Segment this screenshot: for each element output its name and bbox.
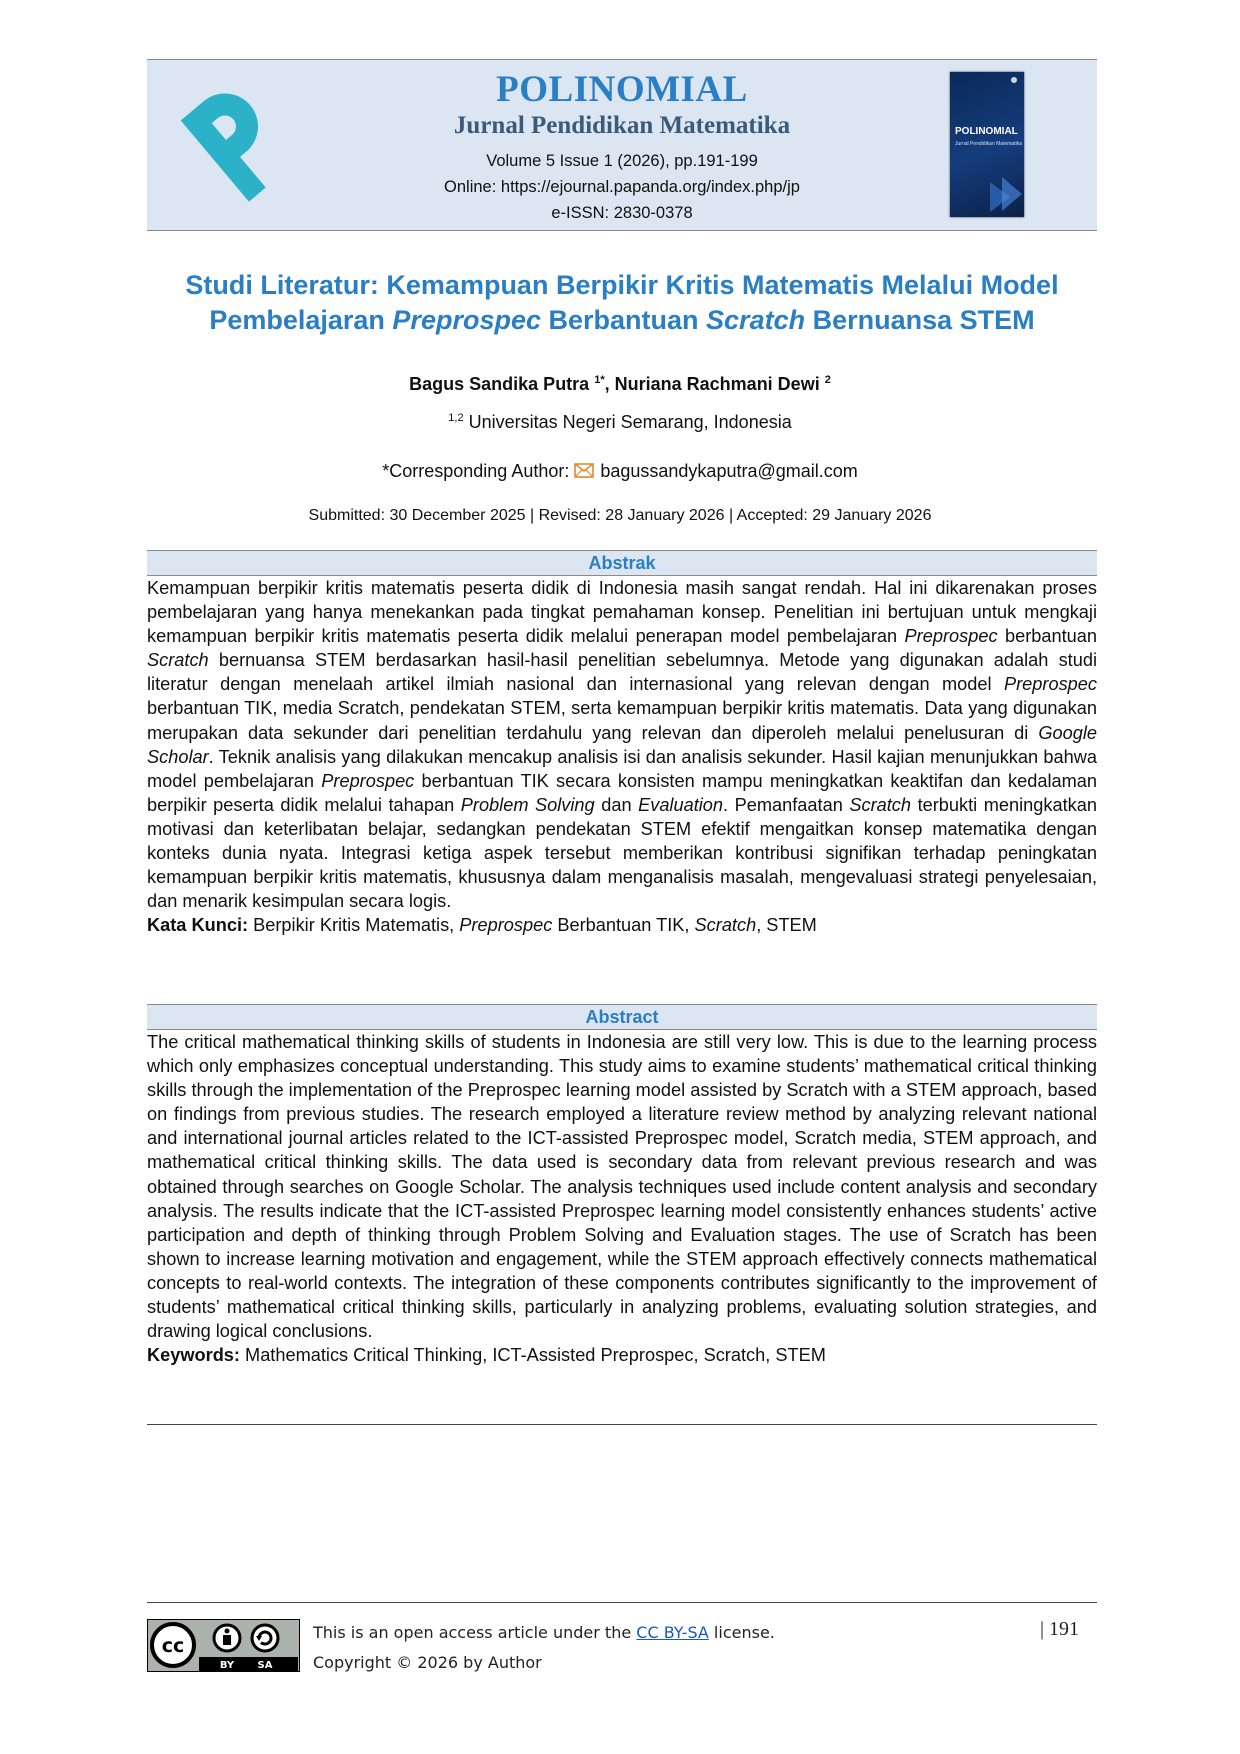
abstrak-heading: Abstrak (147, 550, 1097, 576)
article-title: Studi Literatur: Kemampuan Berpikir Kritis Matematis Melalui Model Pembelajaran Preprospec Berbantuan Scratch Bernuansa STEM (185, 270, 1059, 335)
abstrak-text: Kemampuan berpikir kritis matematis peserta didik di Indonesia masih sangat rendah. Hal ini dikarenakan proses pembelajaran yang hanya menekankan pada tingkat pemahaman konsep. Penelitian ini bertujuan untuk mengkaji kemampuan berpikir kritis matematis peserta didik melalui penerapan model pembelajaran Preprospec berbantuan Scratch bernuansa STEM berdasarkan hasil-hasil penelitian sebelumnya. Metode yang digunakan adalah studi literatur dengan menelaah artikel ilmiah nasional dan internasional yang relevan dengan model Preprospec berbantuan TIK, media Scratch, pendekatan STEM, serta kemampuan berpikir kritis matematis. Data yang digunakan merupakan data sekunder dari penelitian terdahulu yang relevan dan diperoleh melalui penelusuran di Google Scholar. Teknik analisis yang dilakukan mencakup analisis isi dan analisis sekunder. Hasil kajian menunjukkan bahwa model pembelajaran Preprospec berbantuan TIK secara konsisten mampu meningkatkan keaktifan dan kedalaman berpikir peserta didik melalui tahapan Problem Solving dan Evaluation. Pemanfaatan Scratch terbukti meningkatkan motivasi dan keterlibatan belajar, sedangkan pendekatan STEM efektif mengaitkan konsep matematika dengan konteks dunia nyata. Integrasi ketiga aspek tersebut memberikan kontribusi signifikan terhadap peningkatan kemampuan berpikir kritis matematis, khususnya dalam menganalisis masalah, mengevaluasi strategi penyelesaian, dan menarik kesimpulan secara logis. (147, 578, 1097, 912)
cc-sa-label: SA (257, 1660, 273, 1671)
svg-text:cc: cc (161, 1635, 185, 1657)
page-number: | 191 (1040, 1618, 1080, 1640)
cover-subtitle: Jurnal Pendidikan Matematika (955, 141, 1022, 147)
license-notice: This is an open access article under the CC BY-SA license. Copyright © 2026 by Author (313, 1618, 775, 1678)
envelope-icon (574, 463, 594, 478)
cc-by-label: BY (219, 1660, 235, 1671)
author-list: Bagus Sandika Putra $^{1*}$, Nuriana Rachmani Dewi $^2$ (409, 374, 831, 394)
abstract-body (147, 1030, 1097, 1367)
journal-name: POLINOMIAL (496, 69, 748, 110)
abstract-heading: Abstract (147, 1004, 1097, 1030)
corresponding-author: *Corresponding Author: bagussandykaputra@gmail.com (382, 461, 858, 481)
cover-title: POLINOMIAL (955, 126, 1018, 137)
journal-online-url: Online: https://ejournal.papanda.org/index.php/jp (444, 178, 800, 196)
abstract-bottom-rule (147, 1424, 1097, 1425)
cc-by-sa-badge-icon[interactable] (147, 1619, 300, 1672)
email-link[interactable]: bagussandykaputra@gmail.com (600, 461, 858, 481)
keywords: Keywords: Mathematics Critical Thinking, ICT-Assisted Preprospec, Scratch, STEM (147, 1345, 826, 1366)
submission-dates: Submitted: 30 December 2025 | Revised: 28 January 2026 | Accepted: 29 January 2026 (308, 507, 932, 524)
journal-subtitle: Jurnal Pendidikan Matematika (453, 112, 791, 139)
cc-by-sa-link[interactable]: CC BY-SA (636, 1623, 709, 1642)
footer-rule (147, 1602, 1097, 1603)
journal-issn: e-ISSN: 2830-0378 (551, 204, 693, 222)
journal-cover-thumbnail (950, 72, 1024, 217)
kata-kunci: Kata Kunci: Berpikir Kritis Matematis, Preprospec Berbantuan TIK, Scratch, STEM (147, 915, 817, 936)
affiliation: $^{1,2}$ Universitas Negeri Semarang, Indonesia (448, 412, 792, 432)
author-name: Bagus Sandika Putra (409, 374, 590, 394)
journal-header (147, 59, 1097, 231)
journal-volume: Volume 5 Issue 1 (2026), pp.191-199 (486, 152, 758, 170)
abstract-text: The critical mathematical thinking skills of students in Indonesia are still very low. This is due to the learning process which only emphasizes conceptual understanding. This study aims to examine students’ mathematical critical thinking skills through the implementation of the Preprospec learning model assisted by Scratch with a STEM approach, based on findings from previous studies. The research employed a literature review method by analyzing relevant national and international journal articles related to the ICT-assisted Preprospec model, Scratch media, STEM approach, and mathematical critical thinking skills. The data used is secondary data from relevant previous research and was obtained through searches on Google Scholar. The analysis techniques used include content analysis and secondary analysis. The results indicate that the ICT-assisted Preprospec learning model consistently enhances students’ active participation and depth of thinking through Problem Solving and Evaluation stages. The use of Scratch has been shown to increase learning motivation and engagement, while the STEM approach effectively connects mathematical concepts to real-world contexts. The integration of these components contributes significantly to the improvement of students’ mathematical critical thinking skills, particularly in analyzing problems, evaluating solution strategies, and drawing logical conclusions. (147, 1032, 1097, 1342)
abstrak-body (147, 576, 1097, 937)
author-name: Nuriana Rachmani Dewi (614, 374, 820, 394)
copyright: Copyright © 2026 by Author (313, 1653, 542, 1672)
